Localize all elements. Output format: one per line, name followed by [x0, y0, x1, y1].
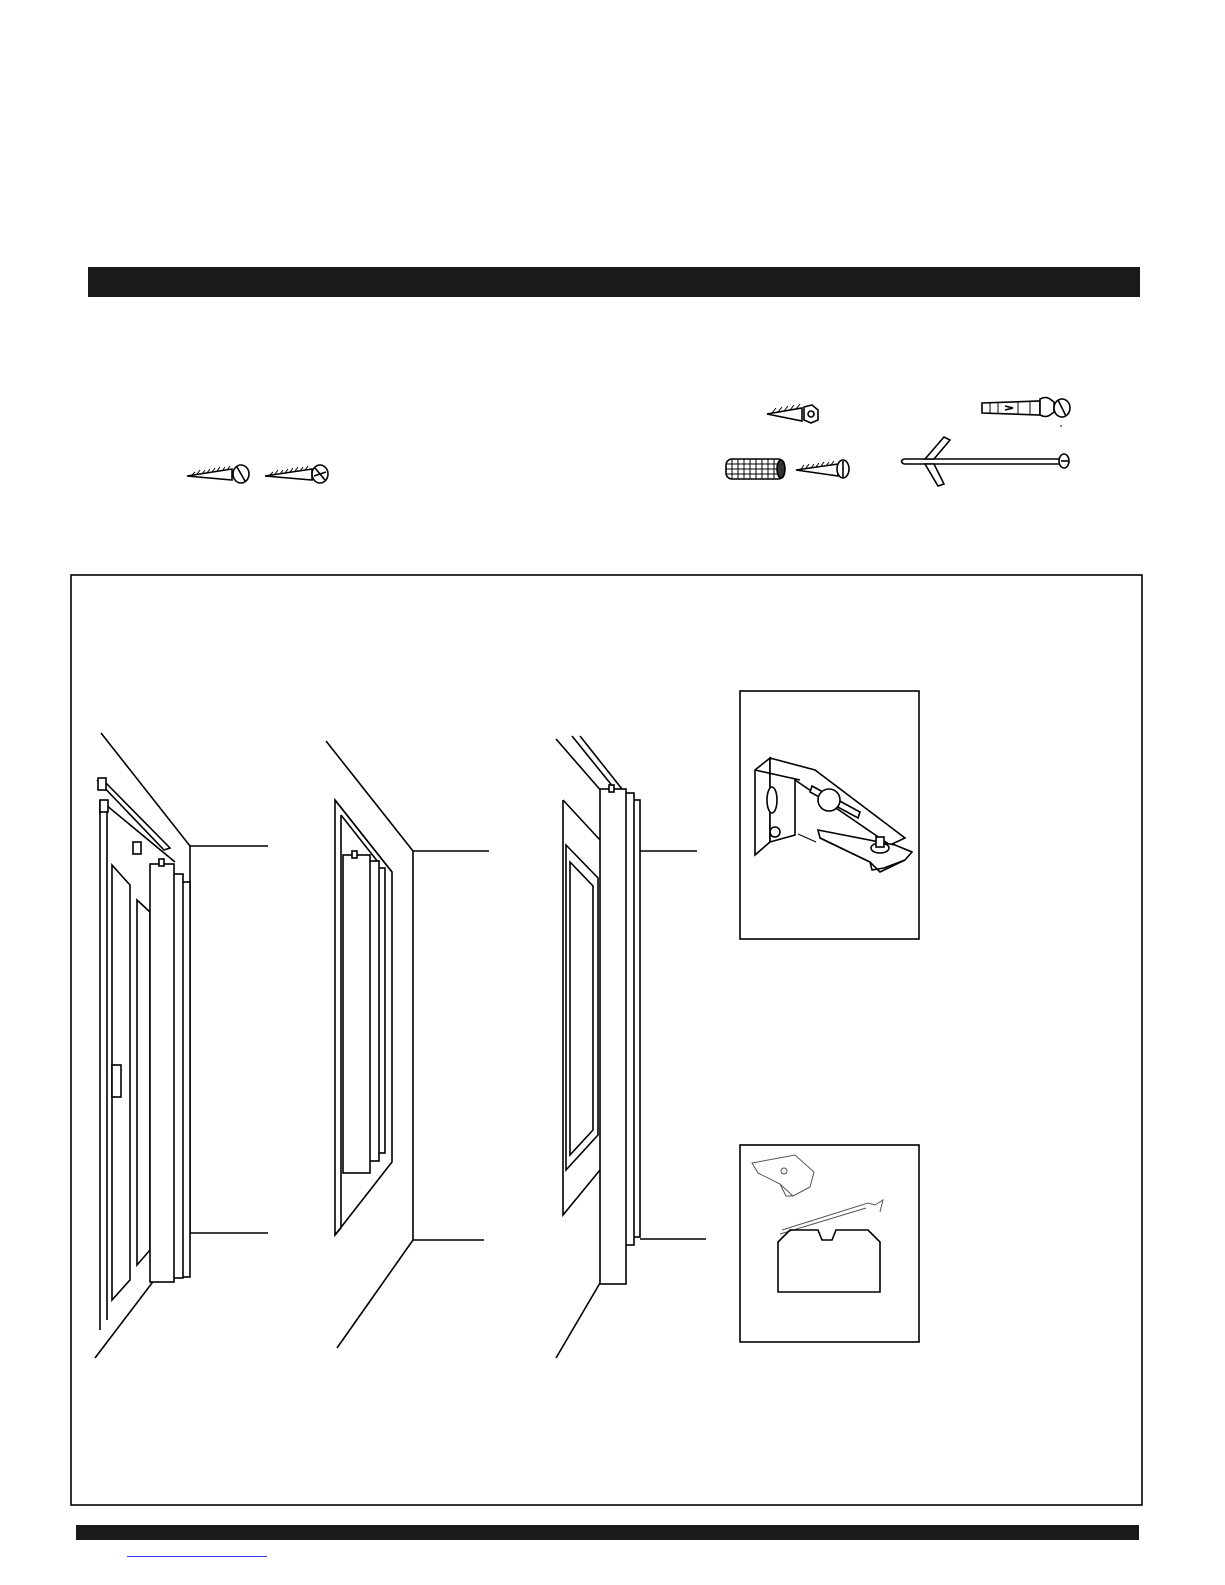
wood-screw-combo-icon — [265, 465, 328, 483]
hex-head-screw-icon — [767, 404, 818, 423]
valance-clip-detail-box — [740, 1145, 919, 1342]
inside-window-mount-illustration — [326, 741, 489, 1348]
door-frame-mount-illustration — [95, 733, 268, 1358]
wood-screw-slotted-icon — [187, 465, 249, 483]
plastic-anchor-icon — [726, 459, 785, 479]
slotted-screw-icon — [796, 460, 849, 478]
expansion-bolt-icon — [982, 398, 1070, 428]
footer-bar — [76, 1525, 1139, 1540]
toggle-bolt-icon — [902, 437, 1070, 486]
bracket-detail-box — [740, 691, 919, 939]
footer-link-underline[interactable] — [127, 1556, 267, 1557]
outside-window-mount-illustration — [556, 736, 706, 1358]
